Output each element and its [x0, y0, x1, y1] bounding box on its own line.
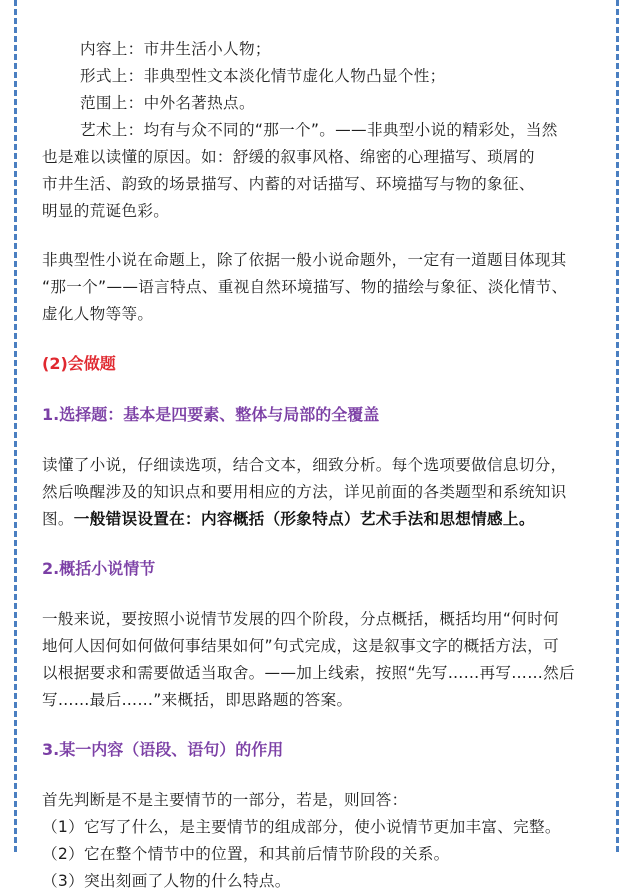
- section-2-heading: (2)会做题: [42, 354, 116, 373]
- q1-line-3: [42, 506, 608, 533]
- q3-item-3: （3）突出刻画了人物的什么特点。: [42, 872, 291, 890]
- q1-line-1: 读懂了小说，仔细读选项，结合文本，细致分析。每个选项要做信息切分，: [42, 456, 567, 474]
- document-body: [42, 36, 608, 895]
- q3-lead: 首先判断是不是主要情节的一部分，若是，则回答：: [42, 791, 408, 809]
- intro-art-line-4: 明显的荒诞色彩。: [42, 202, 170, 220]
- q2-line-1: 一般来说，要按照小说情节发展的四个阶段，分点概括，概括均用“何时何: [42, 610, 559, 628]
- typical-line-2: “那一个”——语言特点、重视自然环境描写、物的描绘与象征、淡化情节、: [42, 278, 568, 296]
- intro-art-line-2: 也是难以读懂的原因。如：舒缓的叙事风格、绵密的心理描写、琐屑的: [42, 148, 535, 166]
- q3-heading: 3.某一内容（语段、语句）的作用: [42, 740, 284, 759]
- typical-line-3: 虚化人物等等。: [42, 305, 154, 323]
- q2-line-4: 写……最后……”来概括，即思路题的答案。: [42, 691, 353, 709]
- q2-line-3: 以根据要求和需要做适当取舍。——加上线索，按照“先写……再写……然后: [42, 664, 575, 682]
- intro-art-line-1: 艺术上：均有与众不同的“那一个”。——非典型小说的精彩处，当然: [80, 121, 558, 139]
- q1-error-note: 一般错误设置在：内容概括（形象特点）艺术手法和思想情感上。: [73, 510, 535, 528]
- intro-content-line: 内容上：市井生活小人物；: [80, 40, 271, 58]
- q3-item-1: （1）它写了什么，是主要情节的组成部分，使小说情节更加丰富、完整。: [42, 818, 561, 836]
- intro-art-line-3: 市井生活、韵致的场景描写、内蓄的对话描写、环境描写与物的象征、: [42, 175, 535, 193]
- q1-line-3-prefix: 图。: [42, 510, 74, 528]
- q2-heading: 2.概括小说情节: [42, 559, 156, 578]
- q1-heading: 1.选择题：基本是四要素、整体与局部的全覆盖: [42, 405, 380, 424]
- intro-scope-line: 范围上：中外名著热点。: [80, 94, 255, 112]
- q2-line-2: 地何人因何如何做何事结果如何”句式完成，这是叙事文字的概括方法，可: [42, 637, 559, 655]
- q1-line-2: 然后唤醒涉及的知识点和要用相应的方法，详见前面的各类题型和系统知识: [42, 483, 567, 501]
- intro-form-line: 形式上：非典型性文本淡化情节虚化人物凸显个性；: [80, 67, 446, 85]
- typical-line-1: 非典型性小说在命题上，除了依据一般小说命题外，一定有一道题目体现其: [42, 251, 567, 269]
- q3-item-2: （2）它在整个情节中的位置，和其前后情节阶段的关系。: [42, 845, 450, 863]
